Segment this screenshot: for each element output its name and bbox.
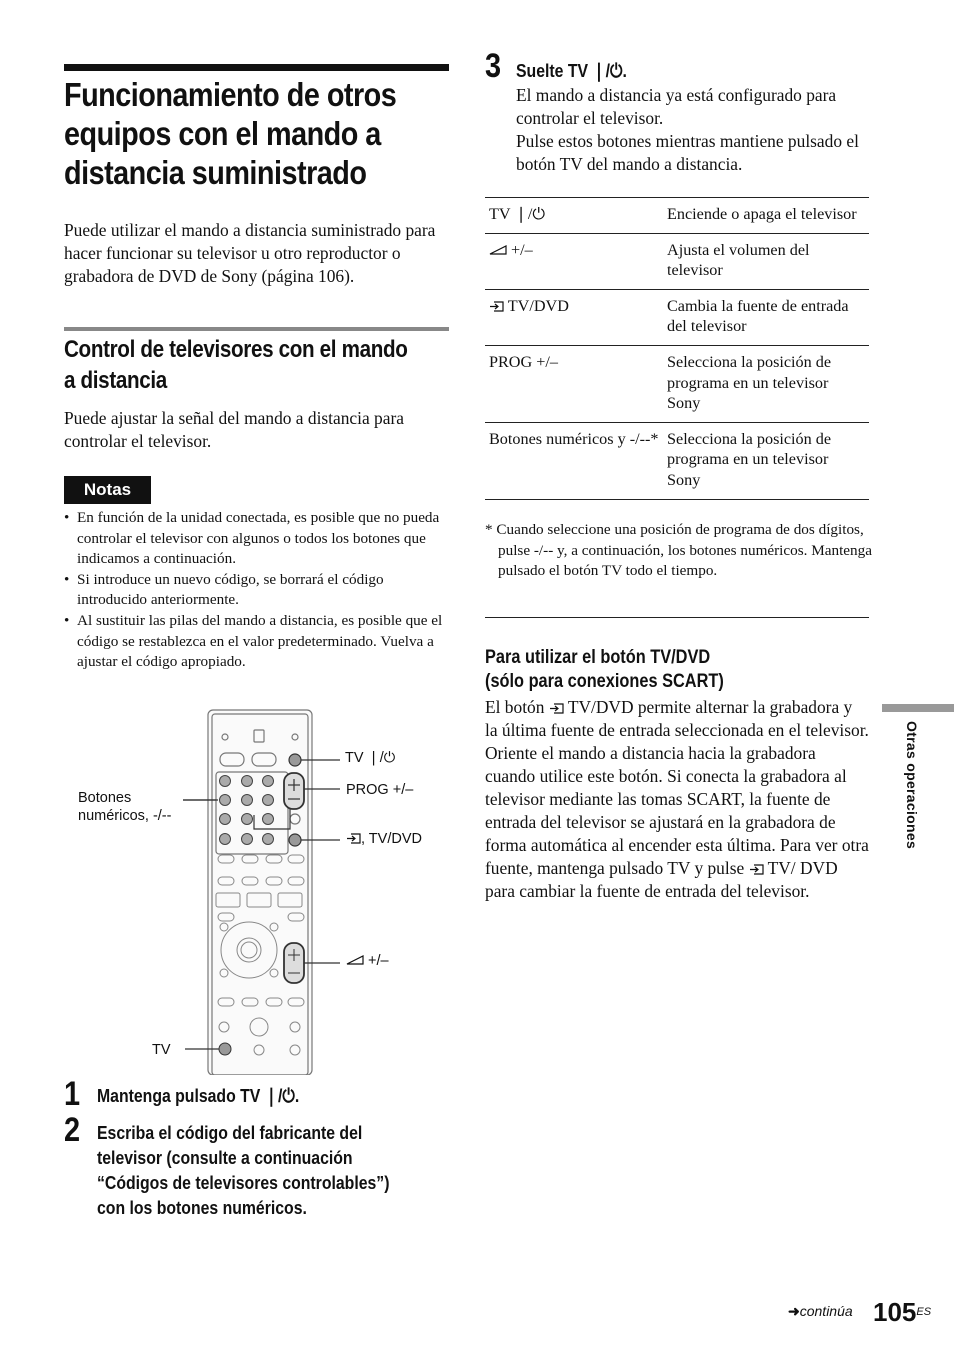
table-cell-button: +/– [485, 233, 663, 289]
table-cell-function: Ajusta el volumen del televisor [663, 233, 869, 289]
title-rule [64, 64, 449, 71]
input-select-icon [489, 301, 504, 312]
section-title: Control de televisores con el mando a distancia [64, 336, 408, 394]
table-cell-button: PROG +/– [485, 345, 663, 422]
table-row [485, 289, 869, 345]
table-cell-function: Selecciona la posición de programa en un televisor Sony [663, 345, 869, 422]
step-2-text: Escriba el código del fabricante del televisor (consulte a continuación “Códigos de televisores controlables”) con los botones numéricos. [97, 1122, 390, 1218]
table-cell-function: Enciende o apaga el televisor [663, 198, 869, 234]
section-rule [64, 327, 449, 331]
input-select-icon [749, 864, 764, 875]
note-item: • Si introduce un nuevo código, se borrará el código introducido anteriormente. [64, 570, 450, 611]
callout-numeric-buttons: Botones numéricos, -/-- [78, 790, 172, 824]
table-row [485, 422, 869, 499]
side-tab-label: Otras operaciones [904, 721, 920, 850]
step-1-number: 1 [64, 1075, 81, 1113]
subsection-title: Para utilizar el botón TV/DVD (sólo para conexiones SCART) [485, 647, 724, 692]
page-number: $105^{ES}$ [873, 1297, 932, 1327]
step-3-number: 3 [485, 47, 502, 85]
input-select-icon [549, 703, 564, 714]
callout-volume: +/– [346, 952, 389, 970]
step-3-text: Suelte TV ❘/⏻. [516, 60, 627, 81]
continues-indicator: ➜continúa [788, 1303, 853, 1319]
intro-paragraph: Puede utilizar el mando a distancia suministrado para hacer funcionar su televisor u otro reproductor o grabadora de DVD de Sony (página 106). [64, 220, 436, 286]
note-item: • En función de la unidad conectada, es posible que no pueda controlar el televisor con algunos o todos los botones que indicamos a continuación. [64, 508, 450, 570]
callout-prog: PROG +/– [346, 782, 414, 798]
table-row [485, 198, 869, 234]
table-cell-function: Cambia la fuente de entrada del televisor [663, 289, 869, 345]
step-2-number: 2 [64, 1111, 81, 1149]
side-tab-bar [882, 704, 954, 712]
table-row [485, 345, 869, 422]
step-1-text: Mantenga pulsado TV ❘/⏻. [97, 1085, 300, 1106]
table-cell-button: Botones numéricos y -/--* [485, 422, 663, 499]
footnote: * Cuando seleccione una posición de programa de dos dígitos, pulse -/-- y, a continuación, los botones numéricos. Mantenga pulsado el botón TV todo el tiempo. [485, 521, 872, 580]
callout-tv-power: TV ❘/⏻ [345, 750, 396, 766]
note-item: • Al sustituir las pilas del mando a distancia, es posible que el código se restablezca en el valor predeterminado. Vuelva a ajustar el código apropiado. [64, 611, 450, 673]
page-title: Funcionamiento de otros equipos con el mando a distancia suministrado [64, 77, 397, 192]
table-row [485, 233, 869, 289]
section-intro: Puede ajustar la señal del mando a distancia para controlar el televisor. [64, 408, 404, 451]
table-cell-function: Selecciona la posición de programa en un televisor Sony [663, 422, 869, 499]
volume-icon [489, 245, 507, 255]
footnote-rule [485, 617, 869, 618]
table-cell-button: TV ❘/⏻ [485, 198, 663, 234]
input-select-icon [346, 833, 361, 844]
arrow-right-icon: ➜ [788, 1303, 800, 1319]
subsection-body: El botón TV/DVD permite alternar la grabadora y la última fuente de entrada seleccionada en el televisor. Oriente el mando a distancia hacia la grabadora cuando utilice este botón. Si conecta la grabadora al televisor mediante las tomas SCART, la fuente de entrada del televisor se ajustará en la grabadora de forma automática al encender esta última. Para ver otra fuente, mantenga pulsado TV y pulse TV/ DVD para cambiar la fuente de entrada del televisor. [485, 697, 869, 901]
callout-tvdvd: , TV/DVD [346, 830, 422, 848]
volume-icon [346, 955, 364, 965]
notes-label: Notas [64, 476, 151, 504]
step-3-body: El mando a distancia ya está configurado para controlar el televisor. Pulse estos botones mientras mantiene pulsado el botón TV del mando a distancia. [516, 85, 859, 174]
remote-control-figure [150, 705, 450, 1075]
callout-tv: TV [152, 1042, 171, 1058]
table-cell-button: TV/DVD [485, 289, 663, 345]
notes-list [64, 508, 450, 673]
tv-buttons-table [485, 197, 869, 500]
